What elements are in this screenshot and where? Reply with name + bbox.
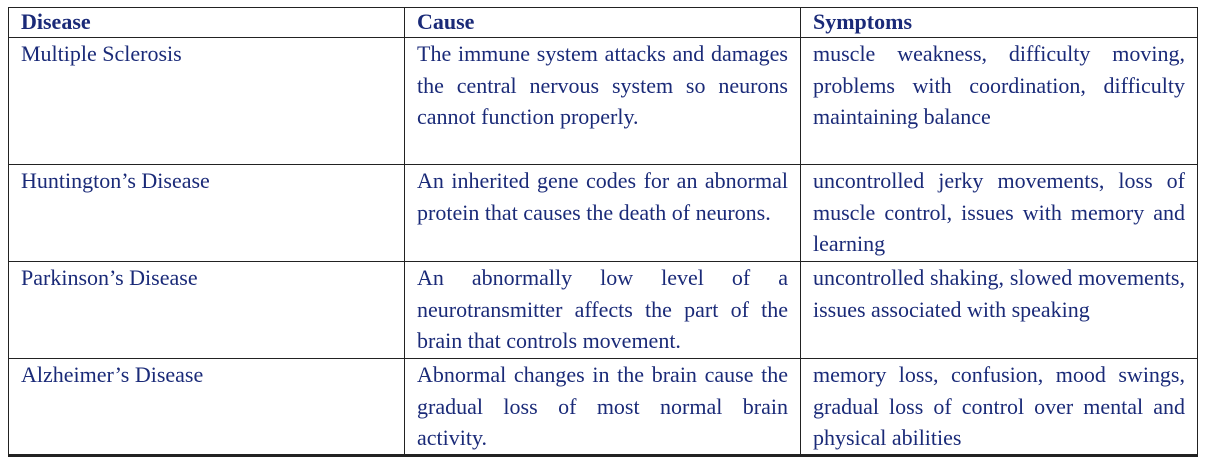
symptoms-cell: uncontrolled jerky movements, loss of muscle control, issues with memory and learning [801, 165, 1198, 262]
cause-cell: An abnormally low level of a neurotransmitter affects the part of the brain that controls movement. [405, 262, 801, 359]
symptoms-cell: muscle weakness, difficulty moving, problems with coordination, difficulty maintaining balance [801, 38, 1198, 165]
table-row [9, 38, 1198, 165]
disease-cell: Parkinson’s Disease [9, 262, 405, 359]
disease-cell: Multiple Sclerosis [9, 38, 405, 165]
header-symptoms: Symptoms [801, 8, 1198, 38]
table-body [9, 38, 1198, 456]
symptoms-cell: uncontrolled shaking, slowed movements, issues associated with speaking [801, 262, 1198, 359]
table-header [9, 8, 1198, 38]
header-cause: Cause [405, 8, 801, 38]
cause-cell: Abnormal changes in the brain cause the gradual loss of most normal brain activity. [405, 359, 801, 456]
disease-cell: Huntington’s Disease [9, 165, 405, 262]
table-row [9, 359, 1198, 456]
header-disease: Disease [9, 8, 405, 38]
cause-cell: An inherited gene codes for an abnormal protein that causes the death of neurons. [405, 165, 801, 262]
cause-cell: The immune system attacks and damages the central nervous system so neurons cannot function properly. [405, 38, 801, 165]
symptoms-cell: memory loss, confusion, mood swings, gradual loss of control over mental and physical abilities [801, 359, 1198, 456]
disease-table-container [8, 7, 1197, 457]
disease-cell: Alzheimer’s Disease [9, 359, 405, 456]
header-row [9, 8, 1198, 38]
table-row [9, 165, 1198, 262]
disease-table [8, 7, 1198, 457]
table-row [9, 262, 1198, 359]
